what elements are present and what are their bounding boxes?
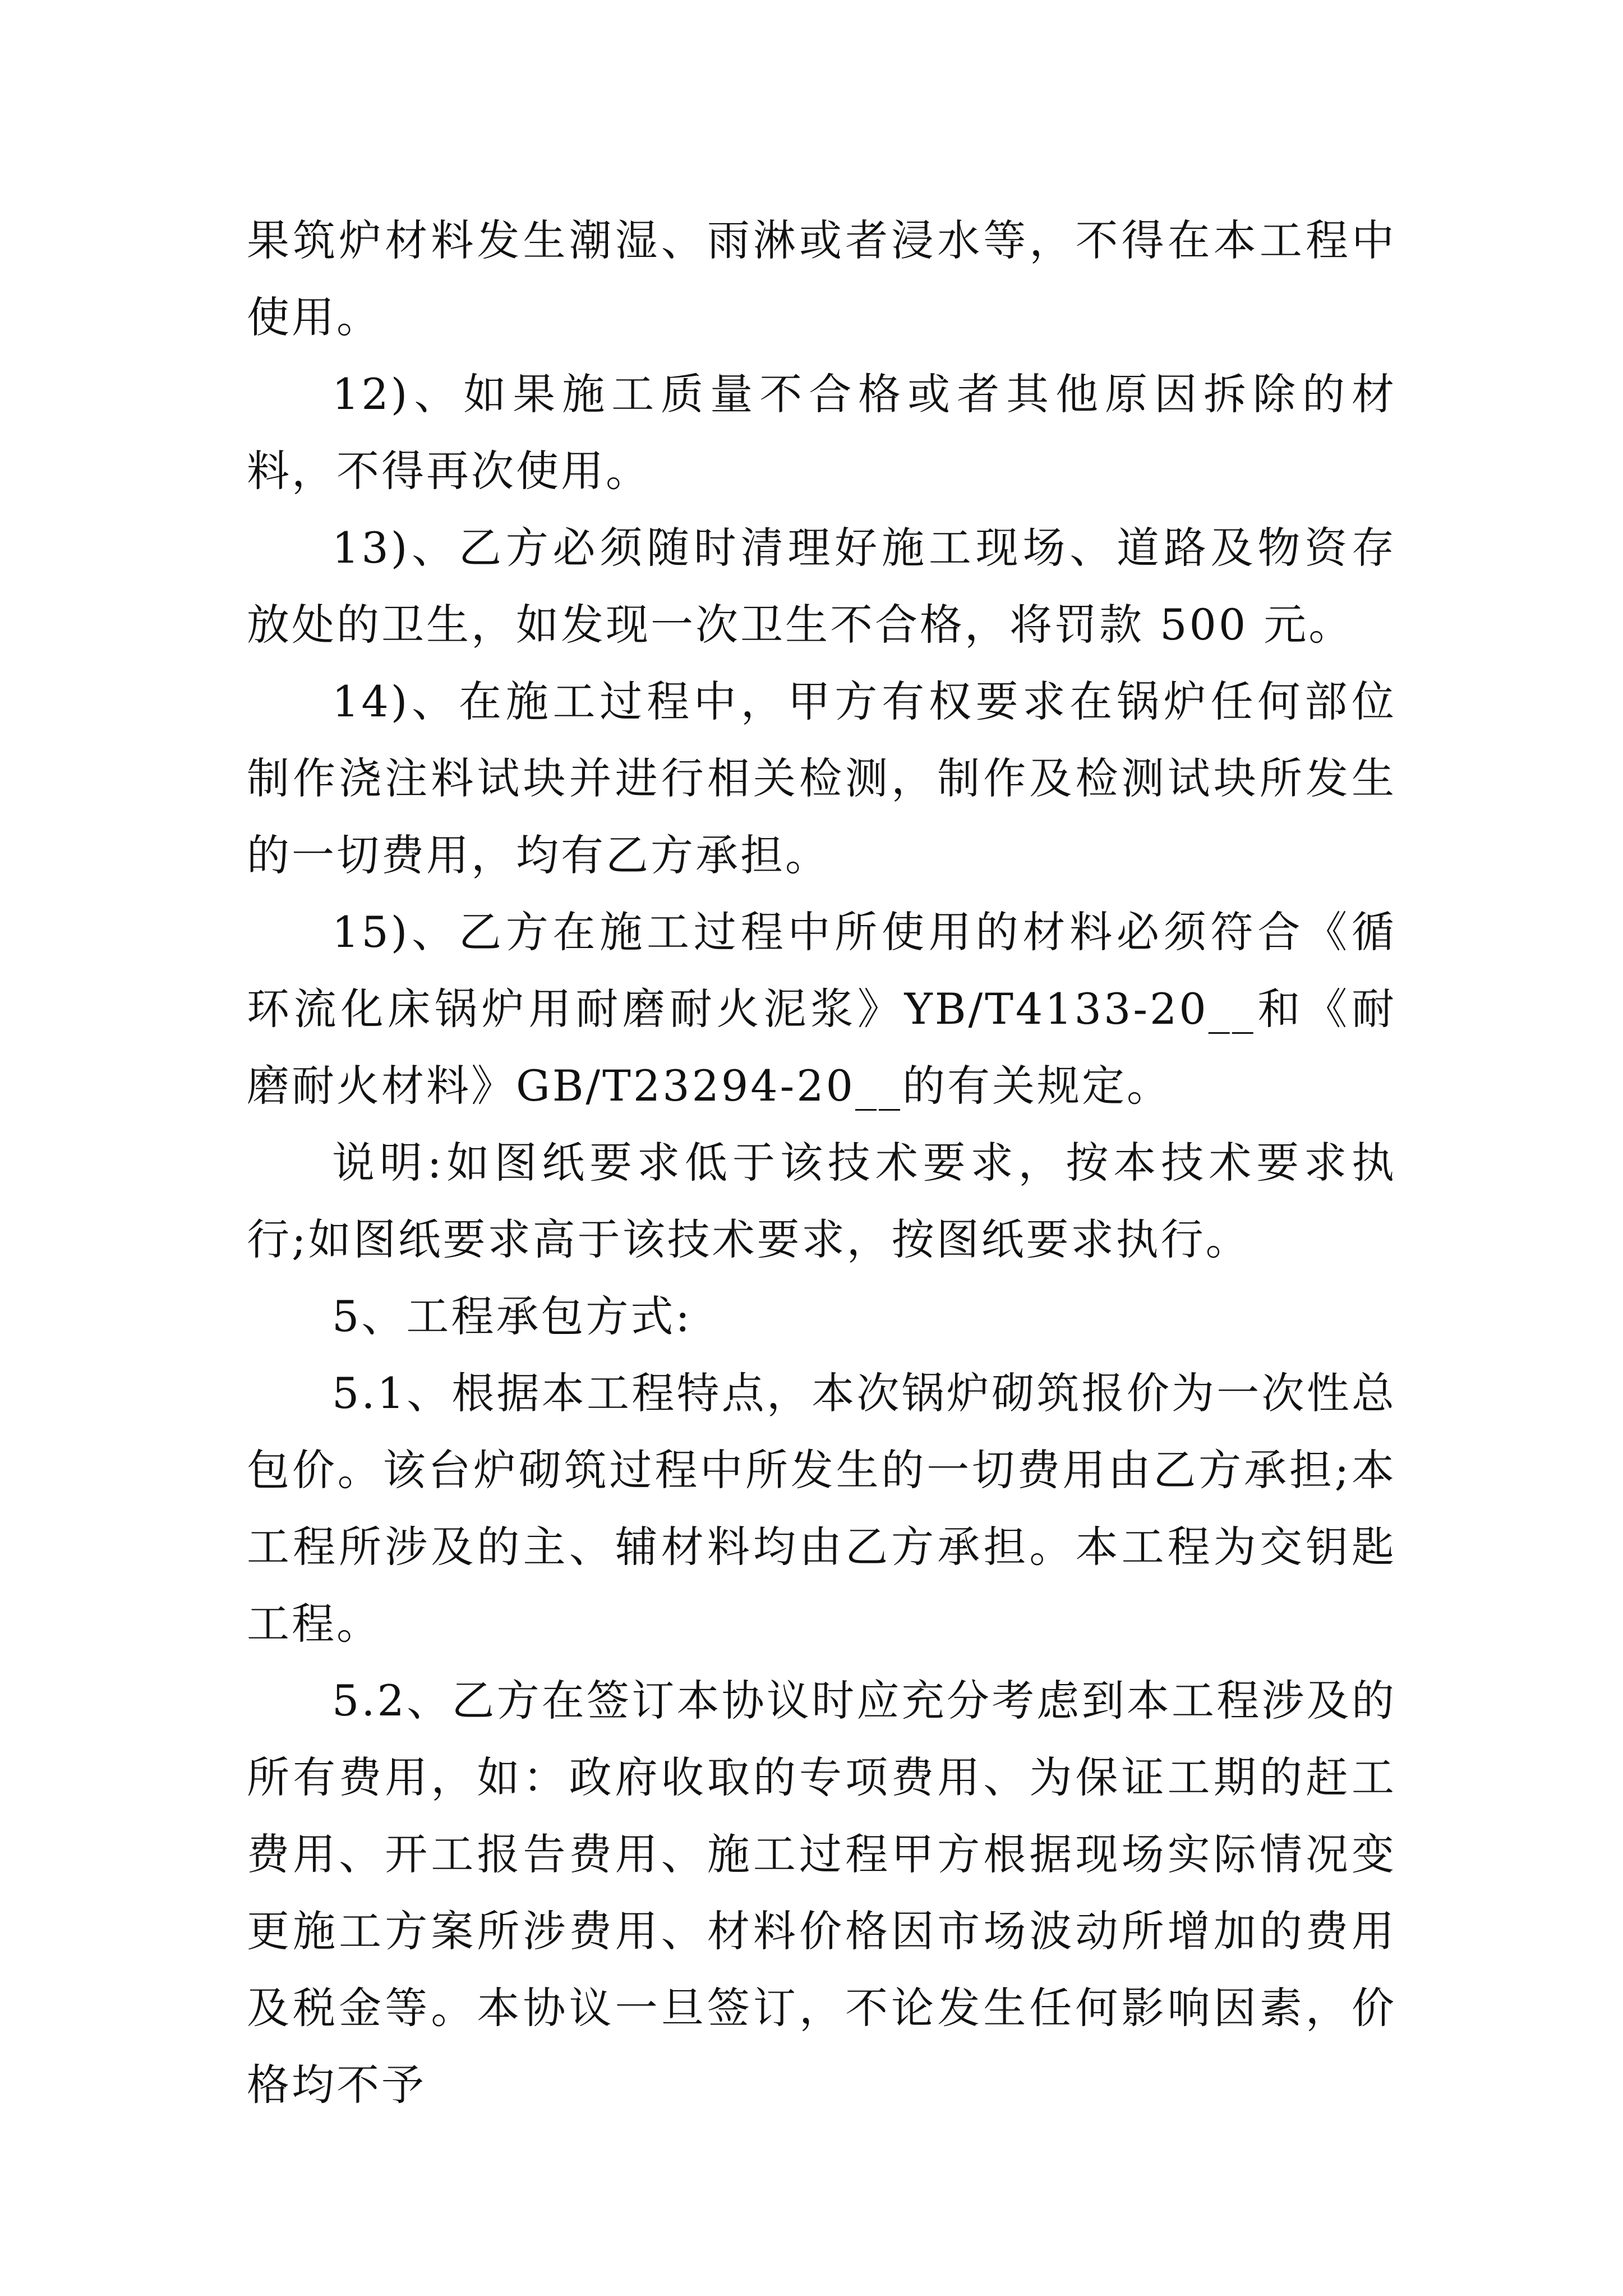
paragraph-continued: 果筑炉材料发生潮湿、雨淋或者浸水等，不得在本工程中使用。 <box>247 215 1396 342</box>
paragraph-item-14: 14)、在施工过程中，甲方有权要求在锅炉任何部位制作浇注料试块并进行相关检测，制作及检测试块所发生的一切费用，均有乙方承担。 <box>247 677 1396 880</box>
paragraph-5-2: 5.2、乙方在签订本协议时应充分考虑到本工程涉及的所有费用，如：政府收取的专项费用、为保证工期的赶工费用、开工报告费用、施工过程甲方根据现场实际情况变更施工方案所涉费用、材料价格因市场波动所增加的费用及税金等。本协议一旦签订，不论发生任何影响因素，价格均不予 <box>247 1676 1396 2110</box>
document-body <box>247 202 1396 2123</box>
paragraph-5-1: 5.1、根据本工程特点，本次锅炉砌筑报价为一次性总包价。该台炉砌筑过程中所发生的一切费用由乙方承担;本工程所涉及的主、辅材料均由乙方承担。本工程为交钥匙工程。 <box>247 1368 1396 1649</box>
paragraph-item-12: 12)、如果施工质量不合格或者其他原因拆除的材料，不得再次使用。 <box>247 369 1396 496</box>
section-heading-contract-method: 5、工程承包方式: <box>332 1291 692 1341</box>
paragraph-item-13: 13)、乙方必须随时清理好施工现场、道路及物资存放处的卫生，如发现一次卫生不合格，将罚款 500 元。 <box>247 523 1396 650</box>
paragraph-item-15: 15)、乙方在施工过程中所使用的材料必须符合《循环流化床锅炉用耐磨耐火泥浆》YB/T4133-20__和《耐磨耐火材料》GB/T23294-20__的有关规定。 <box>247 907 1396 1111</box>
paragraph-note: 说明:如图纸要求低于该技术要求，按本技术要求执行;如图纸要求高于该技术要求，按图纸要求执行。 <box>247 1138 1396 1264</box>
